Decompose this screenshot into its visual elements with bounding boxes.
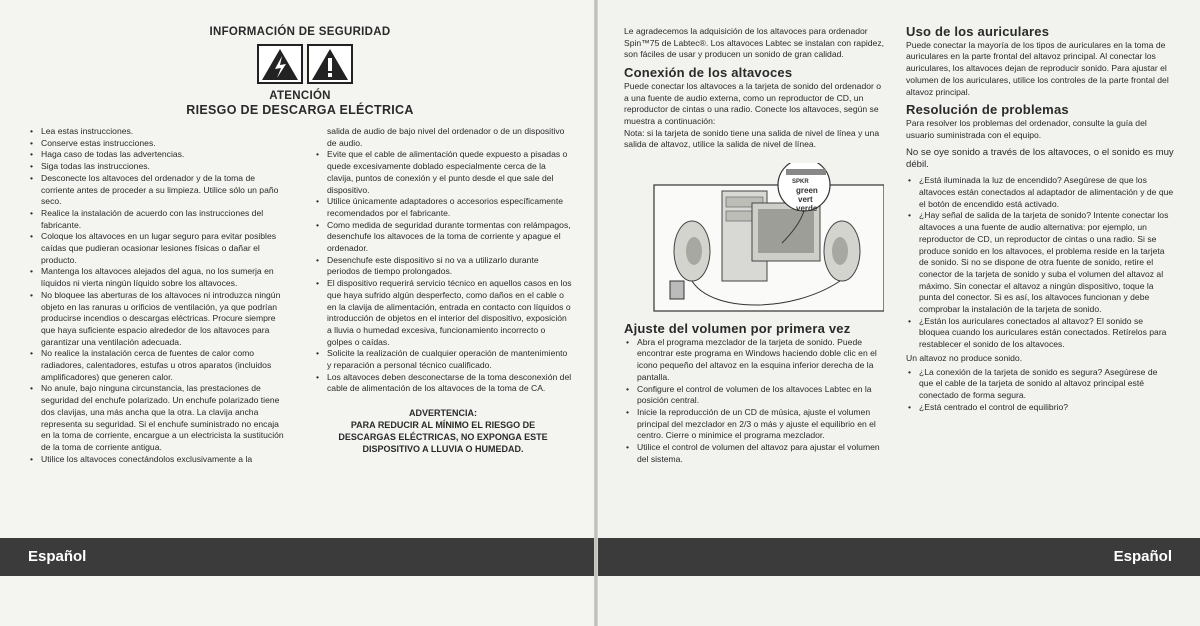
troubleshooting-text: Para resolver los problemas del ordenador, consulte la guía del usuario suministrada con el equipo. bbox=[906, 117, 1147, 140]
list-item: • Los altavoces deben desconectarse de la toma desconexión del cable de alimentación de los altavoces de la toma de CA. bbox=[314, 372, 572, 395]
list-item: • Coloque los altavoces en un lugar seguro para evitar posibles caídas que pudieran ocasionar lesiones físicas o dañar el producto. bbox=[28, 231, 290, 266]
electric-warning bbox=[314, 407, 572, 455]
list-item: • Abra el programa mezclador de la tarjeta de sonido. Puede encontrar este programa en Windows haciendo doble clic en el icono pequeño del altavoz en la esquina inferior derecha de la pantalla. bbox=[624, 337, 886, 384]
attention-subtitle: RIESGO DE DESCARGA ELÉCTRICA bbox=[186, 103, 414, 117]
left-page bbox=[0, 0, 596, 626]
connection-text: Puede conectar los altavoces a la tarjeta de sonido del ordenador o a una fuente de audio externa, como un reproductor de CD, un reproductor de cintas o una radio. Conecte los altavoces, según se muestra a continuación: bbox=[624, 80, 882, 126]
list-item: • Utilice los altavoces conectándolos exclusivamente a la bbox=[28, 454, 290, 466]
list-item: • Haga caso de todas las advertencias. bbox=[28, 149, 290, 161]
footer-language-left: Español bbox=[28, 548, 87, 565]
connection-note: Nota: si la tarjeta de sonido tiene una salida de nivel de línea y una salida de altavoz, utilice la salida de nivel de línea. bbox=[624, 127, 880, 150]
right-speaker-icon bbox=[824, 221, 860, 281]
diagram-label-green: green bbox=[796, 186, 818, 196]
list-item: • Utilice únicamente adaptadores o accesorios específicamente recomendados por el fabricante. bbox=[314, 196, 572, 219]
list-item: • Inicie la reproducción de un CD de música, ajuste el volumen principal del mezclador en 2/3 o más y ajuste el equilibrio en el centro. Cierre o minimice el programa mezclador. bbox=[624, 407, 886, 442]
list-item: • Como medida de seguridad durante tormentas con relámpagos, desenchufe los altavoces de la toma de corriente y apague el ordenador. bbox=[314, 220, 572, 255]
list-item: • Configure el control de volumen de los altavoces Labtec en la posición central. bbox=[624, 384, 886, 407]
intro-text: Le agradecemos la adquisición de los altavoces para ordenador Spin™75 de Labtec®. Los altavoces Labtec se instalan con rapidez, son fáciles de usar y producen un sonido de gran calidad. bbox=[624, 26, 885, 60]
list-item: • Utilice el control de volumen del altavoz para ajustar el volumen del sistema. bbox=[624, 442, 886, 465]
diagram-label-vert: vert bbox=[798, 195, 813, 205]
list-item: • Conserve estas instrucciones. bbox=[28, 138, 290, 150]
troubleshooting-title: Resolución de problemas bbox=[906, 102, 1069, 118]
headphones-title: Uso de los auriculares bbox=[906, 24, 1050, 39]
list-item: • El dispositivo requerirá servicio técnico en aquellos casos en los que haya sufrido algún desperfecto, como daños en el cable o en la clavija de alimentación, entrada en contacto con líquidos o introducción de objetos en el interior del dispositivo, exposición a lluvia o humedad excesiva, funcionamiento incorrecto o golpes o caídas. bbox=[314, 278, 572, 348]
footer-language-right: Español bbox=[1113, 548, 1172, 565]
list-item: • No bloquee las aberturas de los altavoces ni introduzca ningún objeto en las ranuras u orificios de ventilación, ya que podrían producirse incendios o descargas eléctricas. Procure siempre que haya suficiente espacio alrededor de los altavoces para garantizar una ventilación adecuada. bbox=[28, 290, 290, 349]
attention-title: ATENCIÓN bbox=[269, 90, 331, 102]
list-item: • Desenchufe este dispositivo si no va a utilizarlo durante periodos de tiempo prolongados. bbox=[314, 255, 572, 278]
connection-diagram bbox=[652, 163, 884, 313]
list-item: salida de audio de bajo nivel del ordenador o de un dispositivo de audio. bbox=[327, 126, 565, 148]
list-item: • ¿La conexión de la tarjeta de sonido es segura? Asegúrese de que el cable de la tarjeta de sonido al altavoz principal esté conectado de forma segura. bbox=[906, 367, 1174, 402]
safety-column-1 bbox=[28, 126, 290, 465]
safety-heading: INFORMACIÓN DE SEGURIDAD bbox=[209, 26, 391, 38]
list-item: • ¿Hay señal de salida de la tarjeta de sonido? Intente conectar los altavoces a una fuente de audio alternativa: por ejemplo, un reproductor de CD, un reproductor de cintas o una radio. Si se produce sonido en los altavoces, el problema reside en la tarjeta de sonido. Si no se dispone de otra fuente de sonido, retire el conector de la tarjeta de sonido y suba el volumen del altavoz al máximo. Sin conectar el altavoz a ningún dispositivo, toque la punta del conector. Si es así, los altavoces funcionan y debe comprobar la instalación de la tarjeta de sonido. bbox=[906, 210, 1174, 315]
right-page bbox=[596, 0, 1200, 626]
list-item: • No realice la instalación cerca de fuentes de calor como radiadores, calentadores, estufas u otros aparatos (incluidos amplificadores) que generen calor. bbox=[28, 348, 290, 383]
list-item: • No anule, bajo ninguna circunstancia, las prestaciones de seguridad del enchufe polarizado. Un enchufe polarizado tiene dos clavijas, una más ancha que la otra. La clavija ancha representa su seguridad. Si el enchufe suministrado no encaja en la toma de corriente, encargue a un electricista la sustitución de la toma de corriente antigua. bbox=[28, 383, 290, 453]
list-item: • Mantenga los altavoces alejados del agua, no los sumerja en líquidos ni vierta ningún líquido sobre los altavoces. bbox=[28, 266, 290, 289]
warning-title: ADVERTENCIA: bbox=[408, 408, 477, 419]
headphones-text: Puede conectar la mayoría de los tipos de auriculares en la toma de auriculares en la parte frontal del altavoz principal. Al conectar los auriculares, los altavoces dejan de reproducir sonido. Para ajustar el volumen de los auriculares, utilice los controles de la parte frontal del altavoz principal. bbox=[906, 39, 1169, 97]
list-item: • Desconecte los altavoces del ordenador y de la toma de corriente antes de proceder a su limpieza. Utilice sólo un paño seco. bbox=[28, 173, 290, 208]
warning-text: PARA REDUCIR AL MÍNIMO EL RIESGO DE DESCARGAS ELÉCTRICAS, NO EXPONGA ESTE DISPOSITIVO A LLUVIA O HUMEDAD. bbox=[338, 420, 548, 455]
list-item: • Siga todas las instrucciones. bbox=[28, 161, 290, 173]
list-item: • Lea estas instrucciones. bbox=[28, 126, 290, 138]
list-item: • ¿Está iluminada la luz de encendido? Asegúrese de que los altavoces están conectados al adaptador de alimentación y de que el botón de encendido está activado. bbox=[906, 175, 1174, 210]
list-item: • ¿Está centrado el control de equilibrio? bbox=[906, 402, 1174, 414]
diagram-label-verde: verde bbox=[796, 204, 818, 214]
list-item: • Solicite la realización de cualquier operación de mantenimiento y reparación a personal técnico cualificado. bbox=[314, 348, 572, 371]
list-item: • ¿Están los auriculares conectados al altavoz? El sonido se bloquea cuando los auriculares están conectados. Retírelos para restablecer el sonido de los altavoces. bbox=[906, 316, 1174, 351]
audio-plug-icon bbox=[670, 281, 684, 299]
safety-column-2 bbox=[314, 126, 572, 455]
volume-title: Ajuste del volumen por primera vez bbox=[624, 321, 851, 337]
no-sound-title: No se oye sonido a través de los altavoces, o el sonido es muy débil. bbox=[906, 147, 1174, 171]
lightning-warning-icon bbox=[258, 45, 302, 83]
footer-bar-left bbox=[0, 538, 596, 576]
diagram-label-tag: SPKR bbox=[792, 179, 809, 186]
one-speaker-title: Un altavoz no produce sonido. bbox=[906, 352, 1023, 363]
page-gutter bbox=[594, 0, 598, 626]
list-item: • Evite que el cable de alimentación quede expuesto a pisadas o quede excesivamente doblado especialmente cerca de la clavija, puntos de conexión y el punto desde el que sale del dispositivo. bbox=[314, 149, 572, 196]
connection-title: Conexión de los altavoces bbox=[624, 65, 793, 81]
list-item: • Realice la instalación de acuerdo con las instrucciones del fabricante. bbox=[28, 208, 290, 231]
right-column-1 bbox=[624, 26, 886, 465]
warning-icons bbox=[256, 44, 356, 84]
footer-bar-right bbox=[596, 538, 1200, 576]
right-column-2 bbox=[906, 26, 1174, 413]
exclamation-warning-icon bbox=[308, 45, 352, 83]
left-speaker-icon bbox=[674, 221, 710, 281]
